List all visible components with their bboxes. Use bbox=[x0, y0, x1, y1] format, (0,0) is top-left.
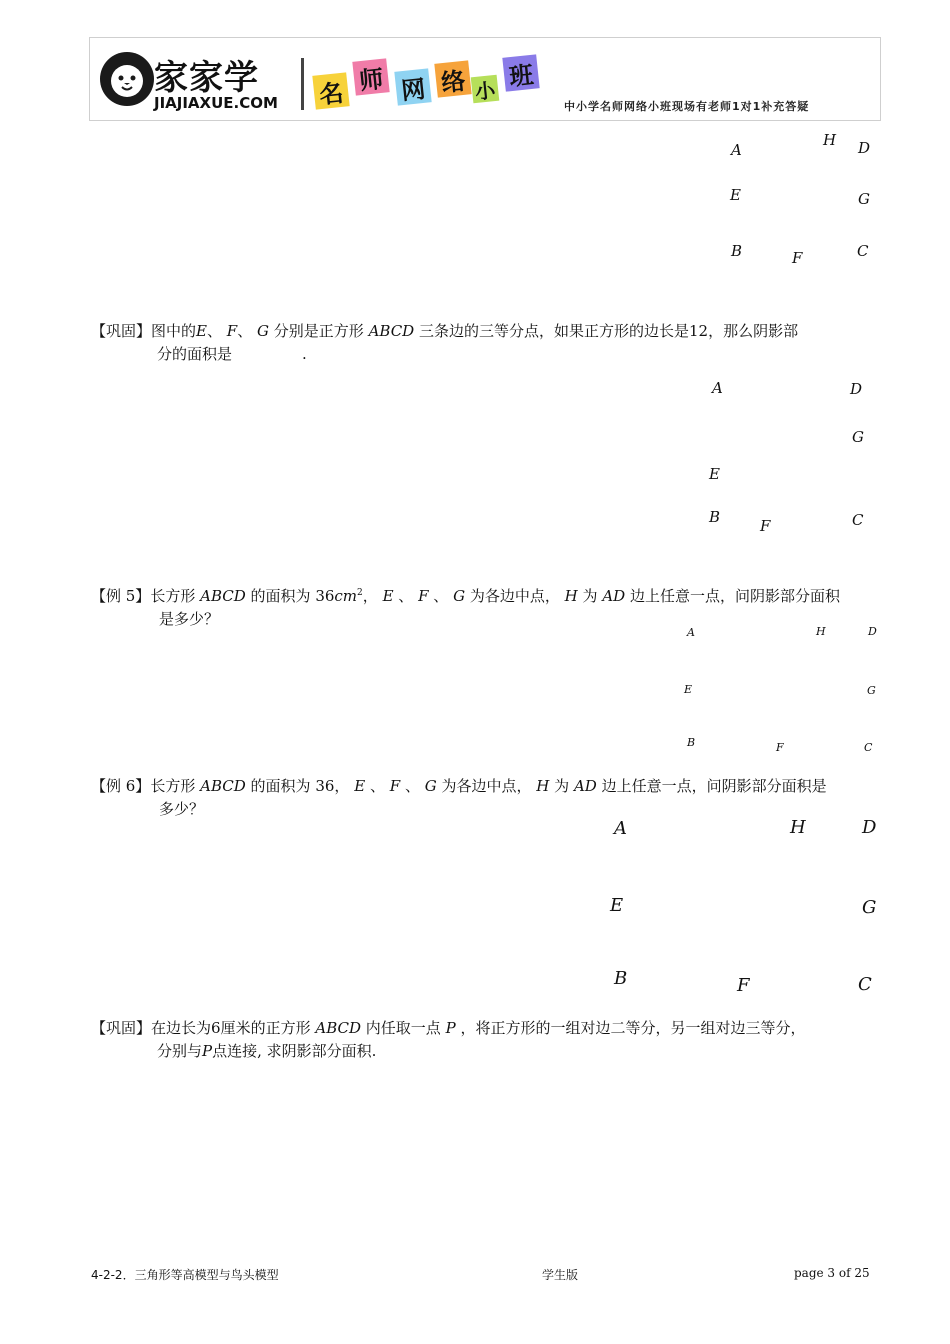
problem-text: ，将正方形的一组对边二等分，另一组对边三等分， bbox=[460, 1019, 806, 1037]
problem-line: 是多少？ bbox=[159, 610, 220, 628]
figure-point-label: A bbox=[614, 818, 627, 839]
problem-text: 在边长为 bbox=[151, 1019, 212, 1037]
problem-text: 、 bbox=[404, 777, 420, 795]
problem-text: 为 bbox=[554, 777, 570, 795]
figure-point-label: G bbox=[867, 684, 876, 697]
math-var: AD bbox=[602, 587, 626, 605]
figure-point-label: A bbox=[731, 141, 742, 159]
figure-point-label: F bbox=[737, 975, 750, 996]
math-exponent: 2 bbox=[357, 588, 363, 598]
problem-text: 分的面积是 bbox=[157, 345, 233, 363]
problem-text: 、 bbox=[398, 587, 414, 605]
math-var: ABCD bbox=[200, 777, 246, 795]
math-number: 36 bbox=[315, 587, 335, 605]
footer-edition: 学生版 bbox=[542, 1268, 579, 1282]
figure-point-label: H bbox=[823, 131, 837, 149]
problem-tag: 【巩固】 bbox=[91, 1019, 152, 1037]
math-unit: cm bbox=[334, 587, 358, 605]
problem-text: 的面积为 bbox=[250, 777, 316, 795]
math-var: G bbox=[424, 777, 437, 795]
problem-text: 边上任意一点，问阴影部分面积 bbox=[629, 587, 840, 605]
math-number: 6 bbox=[211, 1019, 221, 1037]
math-var: AD bbox=[573, 777, 597, 795]
figure-point-label: F bbox=[776, 741, 784, 754]
problem-text: ，那么阴影部 bbox=[708, 322, 799, 340]
figure-point-label: F bbox=[760, 517, 771, 535]
figure-point-label: C bbox=[857, 242, 869, 260]
problem-text: 边上任意一点，问阴影部分面积是 bbox=[601, 777, 827, 795]
math-var: E bbox=[196, 322, 207, 340]
problem-text: 为 bbox=[582, 587, 598, 605]
figure-point-label: C bbox=[864, 741, 873, 754]
problem-line bbox=[91, 1040, 891, 1063]
problem-text: 为各边中点， bbox=[441, 777, 532, 795]
title-tile: 小 bbox=[471, 75, 500, 104]
problem-text: . bbox=[302, 345, 307, 363]
consolidate-problem-1 bbox=[91, 320, 891, 366]
figure-point-label: A bbox=[712, 379, 723, 397]
math-number: 12 bbox=[689, 322, 709, 340]
problem-text: 点连接, 求阴影部分面积. bbox=[212, 1042, 377, 1060]
figure-point-label: C bbox=[858, 974, 872, 995]
footer-chapter-title: 4-2-2．三角形等高模型与鸟头模型 bbox=[91, 1268, 279, 1282]
problem-line bbox=[91, 582, 891, 608]
figure-point-label: B bbox=[709, 508, 721, 526]
brand-name-cn: 家家学 bbox=[154, 58, 259, 98]
problem-text: 图中的 bbox=[151, 322, 197, 340]
problem-line bbox=[91, 775, 891, 798]
problem-tag: 【巩固】 bbox=[91, 322, 152, 340]
lion-logo-icon bbox=[98, 50, 156, 108]
figure-point-label: B bbox=[687, 736, 696, 749]
problem-text: 长方形 bbox=[150, 587, 196, 605]
title-tile: 师 bbox=[352, 58, 389, 95]
title-tile: 网 bbox=[394, 68, 431, 105]
figure-point-label: E bbox=[730, 186, 741, 204]
figure-point-label: A bbox=[687, 626, 695, 639]
brand-logo bbox=[98, 48, 298, 112]
problem-text: 三条边的三等分点，如果正方形的边长是 bbox=[418, 322, 689, 340]
footer-page-number: page 3 of 25 bbox=[794, 1266, 870, 1280]
figure-point-label: G bbox=[852, 428, 864, 446]
problem-text: 分别与 bbox=[157, 1042, 203, 1060]
math-var: G bbox=[453, 587, 466, 605]
problem-text: ， bbox=[362, 587, 378, 605]
math-var: ABCD bbox=[200, 587, 246, 605]
problem-tag: 【例 5】 bbox=[91, 587, 151, 605]
figure-point-label: B bbox=[614, 968, 628, 989]
problem-line bbox=[91, 343, 891, 366]
title-tile: 络 bbox=[434, 60, 471, 97]
problem-text: 为各边中点， bbox=[469, 587, 560, 605]
header-divider bbox=[301, 58, 304, 110]
page-header-banner bbox=[89, 37, 881, 121]
math-var: ABCD bbox=[315, 1019, 362, 1037]
problem-text: 、 bbox=[237, 322, 253, 340]
figure-point-label: E bbox=[709, 465, 720, 483]
math-var: H bbox=[564, 587, 578, 605]
problem-text: 、 bbox=[433, 587, 449, 605]
figure-point-label: G bbox=[862, 897, 877, 918]
math-var: P bbox=[202, 1042, 213, 1060]
problem-line bbox=[91, 320, 891, 343]
math-var: G bbox=[257, 322, 269, 340]
figure-point-label: E bbox=[684, 683, 693, 696]
math-var: H bbox=[536, 777, 550, 795]
figure-point-label: H bbox=[816, 625, 826, 638]
figure-point-label: G bbox=[858, 190, 870, 208]
math-var: F bbox=[389, 777, 401, 795]
problem-text: 厘米的正方形 bbox=[220, 1019, 311, 1037]
math-var: P bbox=[445, 1019, 456, 1037]
figure-point-label: D bbox=[858, 139, 871, 157]
header-slogan: 中小学名师网络小班现场有老师1对1补充答疑 bbox=[564, 100, 810, 113]
problem-line bbox=[91, 1017, 891, 1040]
math-var: F bbox=[226, 322, 238, 340]
problem-line: 多少？ bbox=[159, 800, 205, 818]
figure-point-label: B bbox=[731, 242, 743, 260]
problem-text: 分别是正方形 bbox=[273, 322, 364, 340]
consolidate-problem-2 bbox=[91, 1017, 891, 1063]
title-tile: 班 bbox=[502, 54, 539, 91]
title-tile: 名 bbox=[312, 72, 349, 109]
figure-point-label: D bbox=[850, 380, 863, 398]
math-var: E bbox=[382, 587, 394, 605]
figure-point-label: E bbox=[610, 895, 624, 916]
figure-point-label: H bbox=[790, 817, 806, 838]
math-var: E bbox=[354, 777, 366, 795]
problem-tag: 【例 6】 bbox=[91, 777, 151, 795]
figure-point-label: C bbox=[852, 511, 864, 529]
problem-text: 的面积为 bbox=[250, 587, 316, 605]
problem-text: ， bbox=[334, 777, 350, 795]
example-problem-6 bbox=[91, 775, 891, 821]
example-problem-5 bbox=[91, 582, 891, 631]
problem-text: 内任取一点 bbox=[365, 1019, 441, 1037]
figure-point-label: D bbox=[868, 625, 877, 638]
figure-point-label: F bbox=[792, 249, 803, 267]
problem-text: 、 bbox=[206, 322, 222, 340]
problem-text: 、 bbox=[369, 777, 385, 795]
math-var: F bbox=[418, 587, 429, 605]
brand-name-en: JIAJIAXUE.COM bbox=[154, 94, 278, 112]
problem-text: 长方形 bbox=[150, 777, 196, 795]
figure-point-label: D bbox=[862, 817, 877, 838]
math-var: ABCD bbox=[368, 322, 415, 340]
math-number: 36 bbox=[315, 777, 335, 795]
